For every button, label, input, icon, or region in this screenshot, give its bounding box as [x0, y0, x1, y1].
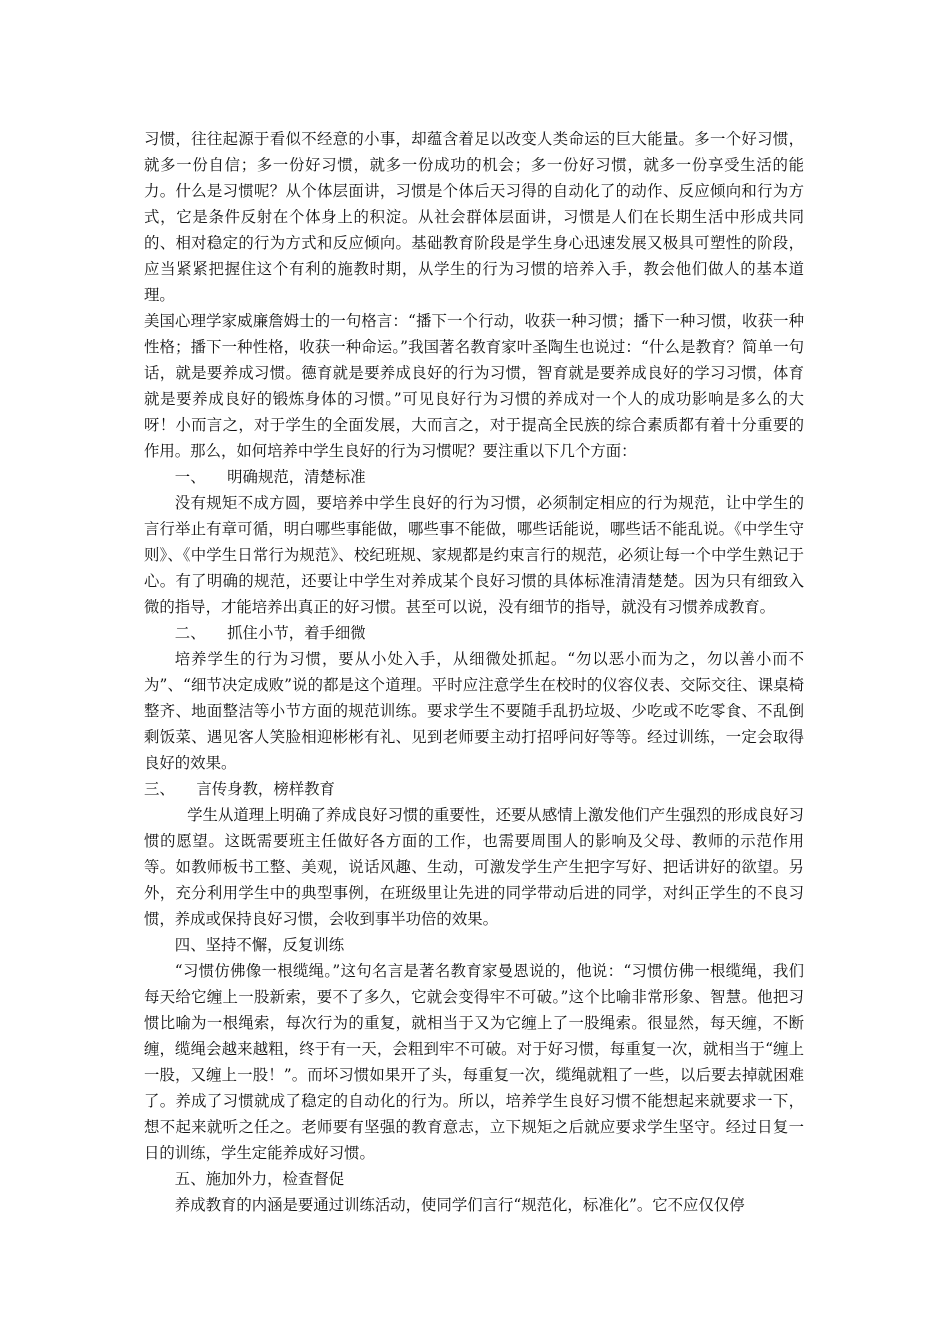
- section-heading-2: [144, 620, 804, 646]
- intro-paragraph-2: 美国心理学家威廉詹姆士的一句格言：“播下一个行动，收获一种习惯；播下一种习惯，收获一种性格；播下一种性格，收获一种命运。”我国著名教育家叶圣陶生也说过：“什么是教育？简单一句话，就是要养成习惯。德育就是要养成良好的行为习惯，智育就是要养成良好的学习习惯，体育就是要养成良好的锻炼身体的习惯。”可见良好行为习惯的养成对一个人的成功影响是多么的大呀！小而言之，对于学生的全面发展，大而言之，对于提高全民族的综合素质都有着十分重要的作用。那么，如何培养中学生良好的行为习惯呢？要注重以下几个方面：: [144, 312, 804, 460]
- section-title: 明确规范，清楚标准: [227, 468, 366, 486]
- section-body-3: 学生从道理上明确了养成良好习惯的重要性，还要从感情上激发他们产生强烈的形成良好习惯的愿望。这既需要班主任做好各方面的工作，也需要周围人的影响及父母、教师的示范作用等。如教师板书工整、美观，说话风趣、生动，可激发学生产生把字写好、把话讲好的欲望。另外，充分利用学生中的典型事例，在班级里让先进的同学带动后进的同学，对纠正学生的不良习惯，养成或保持良好习惯，会收到事半功倍的效果。: [144, 806, 804, 928]
- section-heading-5: [144, 1166, 804, 1192]
- section-number: 四、: [174, 936, 206, 954]
- section-title: 言传身教，榜样教育: [196, 780, 335, 798]
- section-heading-3: [144, 776, 804, 802]
- section-number: 五、: [174, 1170, 206, 1188]
- section-heading-4: [144, 932, 804, 958]
- section-number: 一、: [174, 468, 206, 486]
- section-body-4: “习惯仿佛像一根缆绳。”这句名言是著名教育家曼恩说的，他说：“习惯仿佛一根缆绳，我们每天给它缠上一股新索，要不了多久，它就会变得牢不可破。”这个比喻非常形象、智慧。他把习惯比喻为一根绳索，每次行为的重复，就相当于又为它缠上了一股绳索。很显然，每天缠，不断缠，缆绳会越来越粗，终于有一天，会粗到牢不可破。对于好习惯，每重复一次，就相当于“缠上一股，又缠上一股！”。而坏习惯如果开了头，每重复一次，缆绳就粗了一些，以后要去掉就困难了。养成了习惯就成了稳定的自动化的行为。所以，培养学生良好习惯不能想起来就要求一下，想不起来就听之任之。老师要有坚强的教育意志，立下规矩之后就应要求学生坚守。经过日复一日的训练，学生定能养成好习惯。: [144, 962, 804, 1162]
- section-body-5: 养成教育的内涵是要通过训练活动，使同学们言行“规范化，标准化”。它不应仅仅停: [174, 1196, 745, 1214]
- section-title: 施加外力，检查督促: [205, 1170, 345, 1188]
- document-page: [144, 126, 804, 1218]
- section-heading-1: [144, 464, 804, 490]
- section-number: 三、: [144, 780, 175, 798]
- section-number: 二、: [174, 624, 206, 642]
- intro-paragraph-1: 习惯，往往起源于看似不经意的小事，却蕴含着足以改变人类命运的巨大能量。多一个好习惯，就多一份自信；多一份好习惯，就多一份成功的机会；多一份好习惯，就多一份享受生活的能力。什么是习惯呢？从个体层面讲，习惯是个体后天习得的自动化了的动作、反应倾向和行为方式，它是条件反射在个体身上的积淀。从社会群体层面讲，习惯是人们在长期生活中形成共同的、相对稳定的行为方式和反应倾向。基础教育阶段是学生身心迅速发展又极具可塑性的阶段，应当紧紧把握住这个有利的施教时期，从学生的行为习惯的培养入手，教会他们做人的基本道理。: [144, 130, 804, 304]
- section-title: 坚持不懈，反复训练: [205, 936, 345, 954]
- section-title: 抓住小节，着手细微: [227, 624, 366, 642]
- section-body-1: 没有规矩不成方圆，要培养中学生良好的行为习惯，必须制定相应的行为规范，让中学生的言行举止有章可循，明白哪些事能做，哪些事不能做，哪些话能说，哪些话不能乱说。《中学生守则》、《中学生日常行为规范》、校纪班规、家规都是约束言行的规范，必须让每一个中学生熟记于心。有了明确的规范，还要让中学生对养成某个良好习惯的具体标准清清楚楚。因为只有细致入微的指导，才能培养出真正的好习惯。甚至可以说，没有细节的指导，就没有习惯养成教育。: [144, 494, 804, 616]
- section-body-2: 培养学生的行为习惯，要从小处入手，从细微处抓起。“勿以恶小而为之，勿以善小而不为”、“细节决定成败”说的都是这个道理。平时应注意学生在校时的仪容仪表、交际交往、课桌椅整齐、地面整洁等小节方面的规范训练。要求学生不要随手乱扔垃圾、少吃或不吃零食、不乱倒剩饭菜、遇见客人笑脸相迎彬彬有礼、见到老师要主动打招呼问好等等。经过训练，一定会取得良好的效果。: [144, 650, 804, 772]
